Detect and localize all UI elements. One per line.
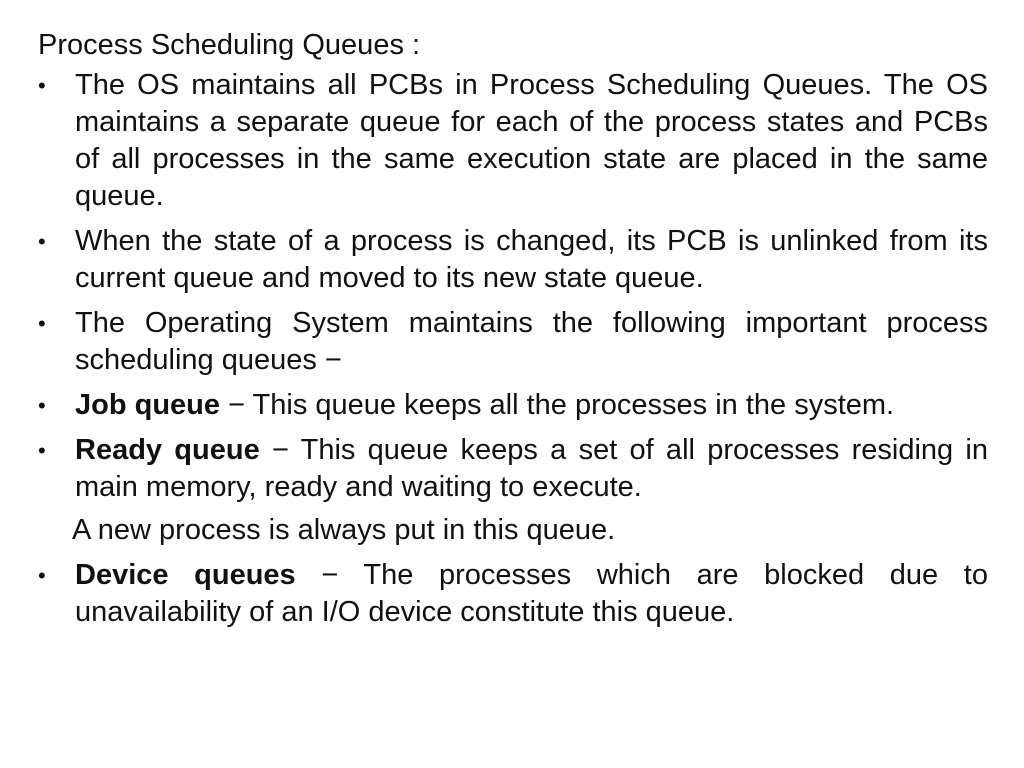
bullet-text: The Operating System maintains the following important process scheduling queues − [75,307,988,376]
bullet-text: − The processes which are blocked due to unavailability of an I/O device constitute this queue. [75,559,988,628]
bullet-dot-icon: • [38,563,46,588]
term-job-queue: Job queue [75,389,221,421]
term-ready-queue: Ready queue [75,434,260,466]
bullet-item-os-queues [38,305,988,379]
bullet-item-device-queues [38,557,988,631]
bullet-item-ready-queue [38,432,988,506]
bullet-list-device [38,557,988,631]
bullet-dot-icon: • [38,229,46,254]
bullet-item-state-change [38,223,988,297]
slide-content [38,26,988,639]
bullet-list [38,67,988,506]
bullet-text: − This queue keeps a set of all processes residing in main memory, ready and waiting to execute. [75,434,989,503]
bullet-text: When the state of a process is changed, its PCB is unlinked from its current queue and moved to its new state queue. [75,225,988,294]
ready-queue-continuation: A new process is always put in this queue. [72,514,616,546]
term-device-queues: Device queues [75,559,296,591]
bullet-dot-icon: • [38,438,46,463]
bullet-dot-icon: • [38,393,46,418]
bullet-item-os-maintains-pcbs [38,67,988,215]
bullet-dot-icon: • [38,73,46,98]
bullet-dot-icon: • [38,311,46,336]
slide-heading: Process Scheduling Queues : [38,29,421,61]
bullet-text: − This queue keeps all the processes in the system. [220,389,895,421]
bullet-item-job-queue [38,387,988,424]
bullet-text: The OS maintains all PCBs in Process Scheduling Queues. The OS maintains a separate queue for each of the process states and PCBs of all processes in the same execution state are placed in the same queue. [75,69,988,212]
